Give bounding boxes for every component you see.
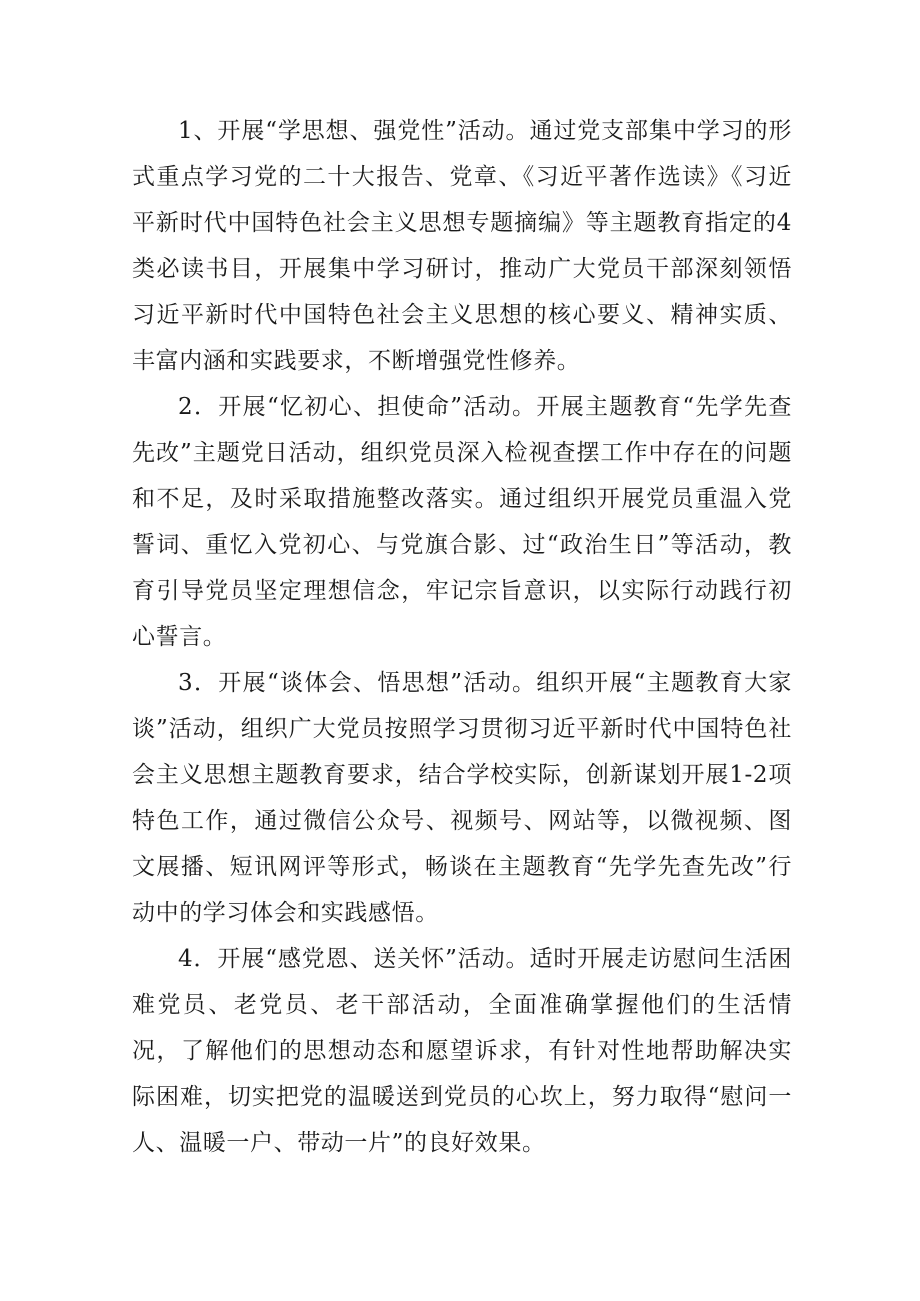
paragraph-3: 3．开展“谈体会、悟思想”活动。组织开展“主题教育大家谈”活动，组织广大党员按照学习贯彻习近平新时代中国特色社会主义思想主题教育要求，结合学校实际，创新谋划开展1-2项特色工作，通过微信公众号、视频号、网站等，以微视频、图文展播、短讯网评等形式，畅谈在主题教育“先学先查先改”行动中的学习体会和实践感悟。 <box>132 670 792 926</box>
paragraph-4: 4．开展“感党恩、送关怀”活动。适时开展走访慰问生活困难党员、老党员、老干部活动，全面准确掌握他们的生活情况，了解他们的思想动态和愿望诉求，有针对性地帮助解决实际困难，切实把党的温暖送到党员的心坎上，努力取得“慰问一人、温暖一户、带动一片”的良好效果。 <box>132 946 792 1156</box>
paragraph-2: 2．开展“忆初心、担使命”活动。开展主题教育“先学先查先改”主题党日活动，组织党员深入检视查摆工作中存在的问题和不足，及时采取措施整改落实。通过组织开展党员重温入党誓词、重忆入党初心、与党旗合影、过“政治生日”等活动，教育引导党员坚定理想信念，牢记宗旨意识，以实际行动践行初心誓言。 <box>132 394 792 650</box>
document-body <box>132 108 792 1166</box>
paragraph-1: 1、开展“学思想、强党性”活动。通过党支部集中学习的形式重点学习党的二十大报告、党章、《习近平著作选读》《习近平新时代中国特色社会主义思想专题摘编》等主题教育指定的4类必读书目，开展集中学习研讨，推动广大党员干部深刻领悟习近平新时代中国特色社会主义思想的核心要义、精神实质、丰富内涵和实践要求，不断增强党性修养。 <box>132 118 792 374</box>
